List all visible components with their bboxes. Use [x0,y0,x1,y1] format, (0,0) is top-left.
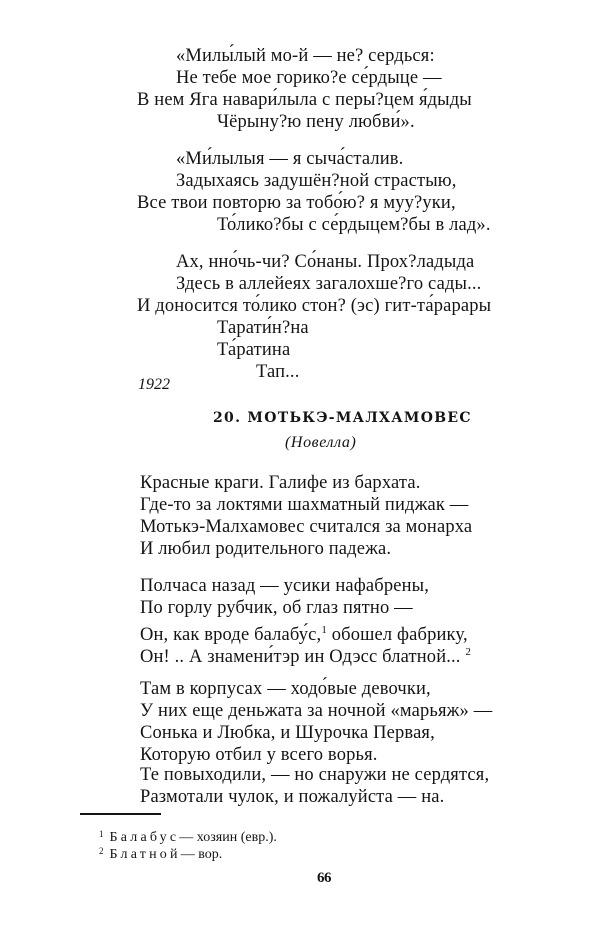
poem-subtitle: (Новелла) [285,434,357,451]
footnote-term: Блатной [109,847,181,862]
verse-line: Чёрыну?ю пену любви́». [217,112,415,132]
verse-line: Та́ратина [217,340,291,360]
verse-line: Все твои повторю за тобо́ю? я муу?уки, [137,193,456,213]
verse-line: Не тебе мое горико?е се́рдыце — [176,68,442,88]
poem-title: 20. МОТЬКЭ-МАЛХАМОВЕС [213,410,472,426]
verse-line: Размотали чулок, и пожалуйста — на. [140,787,445,807]
verse-line: Те повыходили, — но снаружи не сердятся, [140,765,490,785]
verse-line: «Ми́лылыя — я сыча́сталив. [176,149,404,169]
verse-line: Тарати́н?на [217,318,309,338]
page-number: 66 [317,870,331,886]
verse-line: Полчаса назад — усики нафабрены, [140,576,429,596]
verse-line: Ах, нно́чь-чи? Со́наны. Прох?ладыда [176,252,475,272]
verse-line-part: Он, как вроде балабу́с, [140,625,322,645]
footnote-definition: — хозяин (евр.). [179,830,277,845]
verse-line-part: Он! .. А знамени́тэр ин Одэсс блатной... [140,647,461,667]
verse-line: Где-то за локтями шахматный пиджак — [140,495,469,515]
verse-line: Задыхаясь задушён?ной страстыю, [176,171,457,191]
verse-line: У них еще деньжата за ночной «марьяж» — [140,701,493,721]
footnote-number: 2 [99,846,104,856]
verse-line: «Милы́лый мо-й — не? сердься: [176,46,435,66]
verse-line-part: обошел фабрику, [331,625,468,645]
footnote-term: Балабус [109,830,180,845]
verse-line: По горлу рубчик, об глаз пятно — [140,598,413,618]
verse-line: Здесь в аллейеях загалохше?го сады... [176,274,482,294]
footnote [99,843,222,863]
verse-line: И любил родительного падежа. [140,539,392,559]
footnote-ref[interactable]: 1 [321,624,327,636]
verse-line: И доносится то́лико стон? (эс) гит-та́рарары [137,296,492,316]
verse-line: Которую отбил у всего ворья. [140,745,378,765]
verse-line: Красные краги. Галифе из бархата. [140,473,421,493]
footnote-number: 1 [99,829,104,839]
footnote-divider [80,813,161,815]
verse-line: Сонька и Любка, и Шурочка Первая, [140,723,435,743]
footnote-definition: — вор. [180,847,223,862]
verse-line: В нем Яга навари́лыла с перы?цем я́дыды [137,90,472,110]
footnote-ref[interactable]: 2 [465,646,472,658]
verse-line [140,641,471,668]
verse-line: Мотькэ-Малхамовес считался за монарха [140,517,473,537]
verse-line: Тап... [256,362,300,382]
verse-line: Там в корпусах — ходо́вые девочки, [140,679,431,699]
verse-line: То́лико?бы с се́рдыцем?бы в лад». [217,215,491,235]
poem-year: 1922 [138,376,170,393]
